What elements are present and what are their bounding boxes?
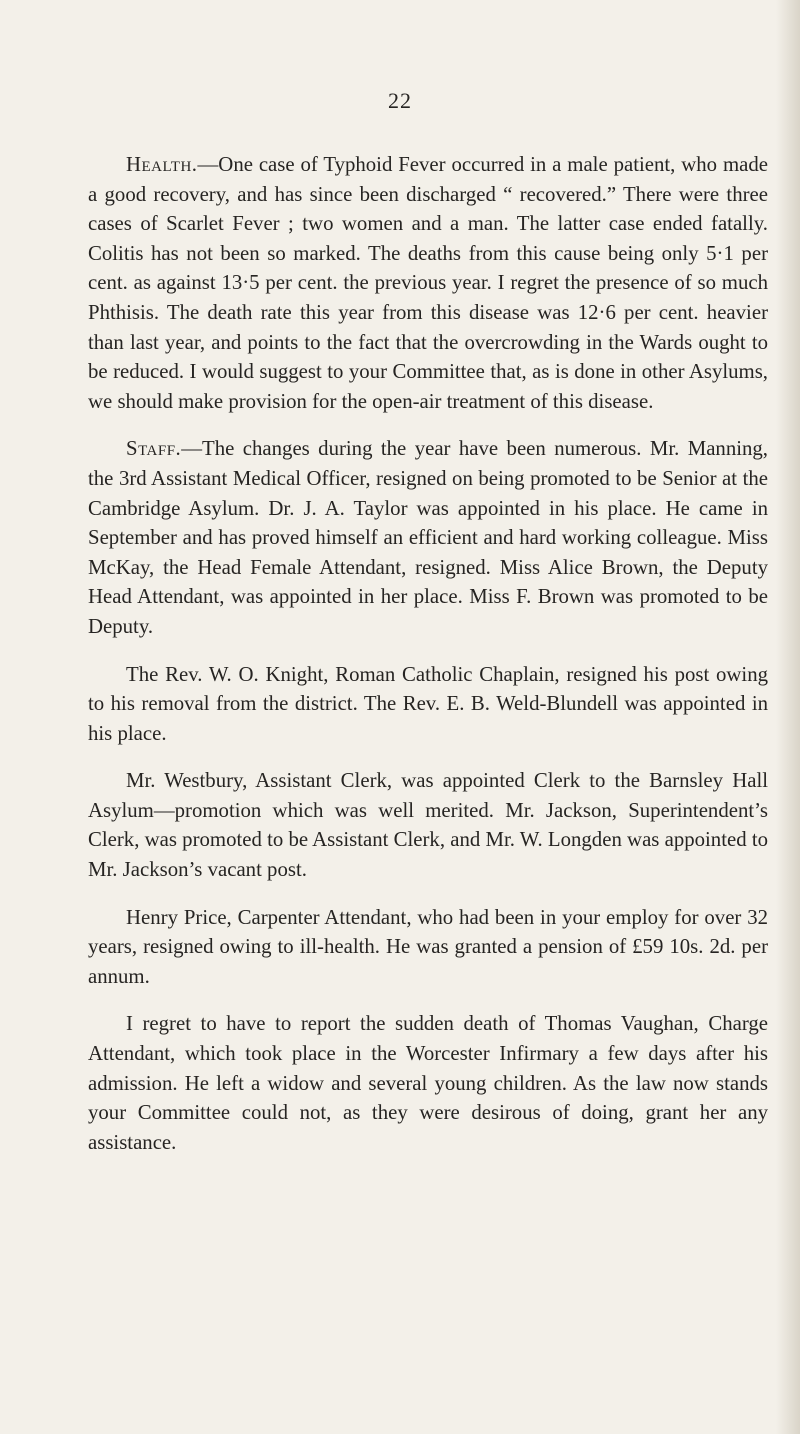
paragraph-heading-staff: Staff. bbox=[126, 437, 182, 461]
paragraph-pension bbox=[88, 903, 768, 992]
paragraph-text: The Rev. W. O. Knight, Roman Catholic Chaplain, resigned his post owing to his removal from the district. The Rev. E. B. Weld-Blundell was appointed in his place. bbox=[88, 662, 768, 745]
page-edge-shadow bbox=[776, 0, 800, 1434]
paragraph-text: Henry Price, Carpenter Attendant, who had been in your employ for over 32 years, resigned owing to ill-health. He was granted a pension of £59 10s. 2d. per annum. bbox=[88, 905, 768, 988]
paragraph-health bbox=[88, 150, 768, 416]
paragraph-text: —The changes during the year have been numerous. Mr. Manning, the 3rd Assistant Medical Officer, resigned on being promoted to be Senior at the Cambridge Asylum. Dr. J. A. Taylor was appointed in his place. He came in September and has proved himself an efficient and hard working colleague. Miss McKay, the Head Female Attendant, resigned. Miss Alice Brown, the Deputy Head Attendant, was appointed in her place. Miss F. Brown was promoted to be Deputy. bbox=[88, 437, 768, 638]
paragraph-staff bbox=[88, 434, 768, 641]
body-text bbox=[88, 150, 768, 1175]
paragraph-heading-health: Health. bbox=[126, 153, 198, 176]
paragraph-text: Mr. Westbury, Assistant Clerk, was appointed Clerk to the Barnsley Hall Asylum—promotion which was well merited. Mr. Jackson, Superintendent’s Clerk, was promoted to be Assistant Clerk, and Mr. W. Longden was appointed to Mr. Jackson’s vacant post. bbox=[88, 769, 768, 882]
paragraph-death bbox=[88, 1009, 768, 1157]
paragraph-text: I regret to have to report the sudden death of Thomas Vaughan, Charge Attendant, which took place in the Worcester Infirmary a few days after his admission. He left a widow and several young children. As the law now stands your Committee could not, as they were desirous of doing, grant her any assistance. bbox=[88, 1012, 768, 1154]
paragraph-chaplain bbox=[88, 660, 768, 749]
paragraph-text: —One case of Typhoid Fever occurred in a male patient, who made a good recovery, and has since been discharged “ recovered.” There were three cases of Scarlet Fever ; two women and a man. The latter case ended fatally. Colitis has not been so marked. The deaths from this cause being only 5·1 per cent. as against 13·5 per cent. the previous year. I regret the presence of so much Phthisis. The death rate this year from this disease was 12·6 per cent. heavier than last year, and points to the fact that the overcrowding in the Wards ought to be reduced. I would suggest to your Committee that, as is done in other Asylums, we should make provision for the open-air treatment of this disease. bbox=[88, 153, 768, 413]
paragraph-clerks bbox=[88, 766, 768, 884]
page-number: 22 bbox=[388, 88, 412, 113]
